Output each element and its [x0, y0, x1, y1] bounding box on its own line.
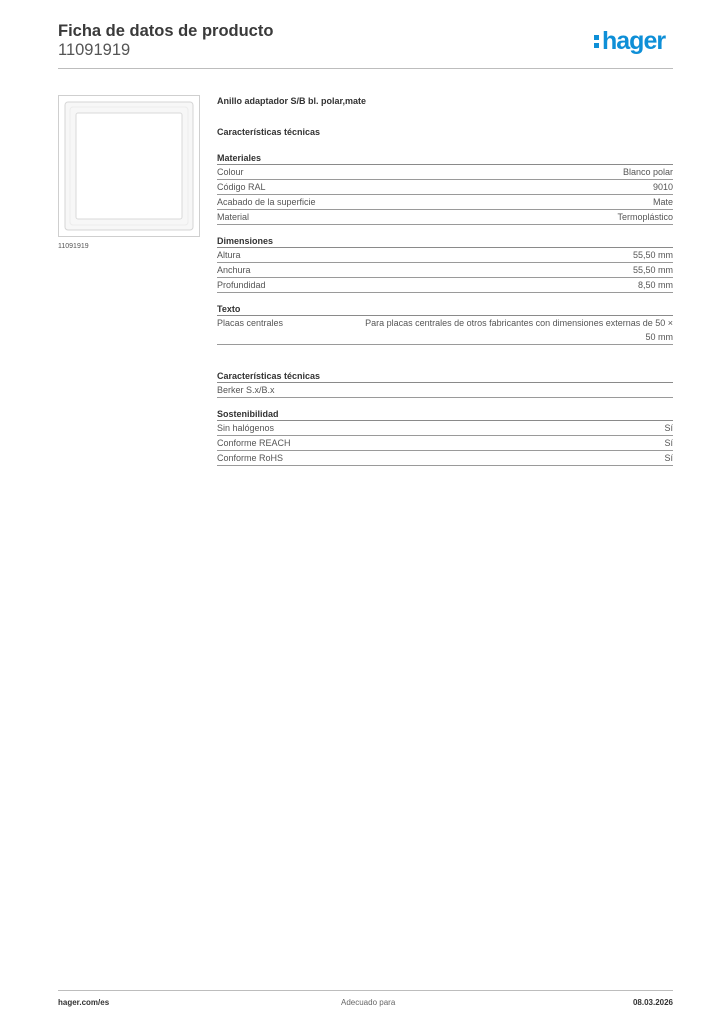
table-row [217, 165, 673, 180]
row-value: Blanco polar [622, 167, 673, 177]
group-technical-2 [217, 370, 673, 398]
adapter-ring-icon [59, 96, 199, 236]
table-row [217, 421, 673, 436]
row-value: Sí [664, 453, 673, 463]
row-value: 8,50 mm [637, 280, 673, 290]
table-row [217, 451, 673, 466]
logo-wordmark: hager [602, 27, 666, 55]
logo-dots-icon [594, 35, 600, 51]
row-value: Sí [664, 423, 673, 433]
table-row [217, 210, 673, 225]
row-label: Material [217, 212, 250, 222]
group-title: Sostenibilidad [217, 408, 673, 421]
row-label: Conforme REACH [217, 438, 291, 448]
row-label: Berker S.x/B.x [217, 385, 275, 395]
group-texto [217, 303, 673, 345]
row-label: Sin halógenos [217, 423, 275, 433]
row-label: Colour [217, 167, 244, 177]
group-sostenibilidad [217, 408, 673, 466]
table-row [217, 383, 673, 398]
row-label: Altura [217, 250, 241, 260]
table-row [217, 263, 673, 278]
row-value: Mate [652, 197, 673, 207]
group-title: Dimensiones [217, 235, 673, 248]
header-divider [58, 68, 673, 69]
product-number: 11091919 [58, 41, 131, 59]
row-label: Conforme RoHS [217, 453, 284, 463]
table-row [217, 316, 673, 345]
table-row [217, 180, 673, 195]
row-value: Para placas centrales de otros fabricantes con dimensiones externas de 50 × 50 mm [365, 318, 673, 342]
row-label: Acabado de la superficie [217, 197, 316, 207]
row-label: Placas centrales [217, 318, 284, 328]
footer-website-link[interactable]: hager.com/es [58, 998, 110, 1007]
row-label: Anchura [217, 265, 251, 275]
table-row [217, 278, 673, 293]
product-name: Anillo adaptador S/B bl. polar,mate [217, 96, 367, 106]
group-title: Texto [217, 303, 673, 316]
group-title: Materiales [217, 152, 673, 165]
hager-logo [594, 26, 676, 56]
group-dimensiones [217, 235, 673, 293]
footer-divider [58, 990, 673, 991]
footer-note: Adecuado para [341, 998, 396, 1007]
row-label: Profundidad [217, 280, 266, 290]
row-label: Código RAL [217, 182, 266, 192]
page-title: Ficha de datos de producto [58, 22, 274, 40]
row-value: 9010 [652, 182, 673, 192]
image-caption: 11091919 [58, 243, 89, 250]
table-row [217, 195, 673, 210]
row-value: 55,50 mm [632, 250, 673, 260]
row-value: Termoplástico [617, 212, 673, 222]
technical-section-title: Características técnicas [217, 127, 321, 137]
spec-content [217, 95, 673, 466]
product-image [58, 95, 200, 237]
row-value: 55,50 mm [632, 265, 673, 275]
group-title: Características técnicas [217, 370, 673, 383]
footer-date: 08.03.2026 [632, 998, 673, 1007]
table-row [217, 436, 673, 451]
table-row [217, 248, 673, 263]
group-materiales [217, 152, 673, 225]
row-value: Sí [664, 438, 673, 448]
